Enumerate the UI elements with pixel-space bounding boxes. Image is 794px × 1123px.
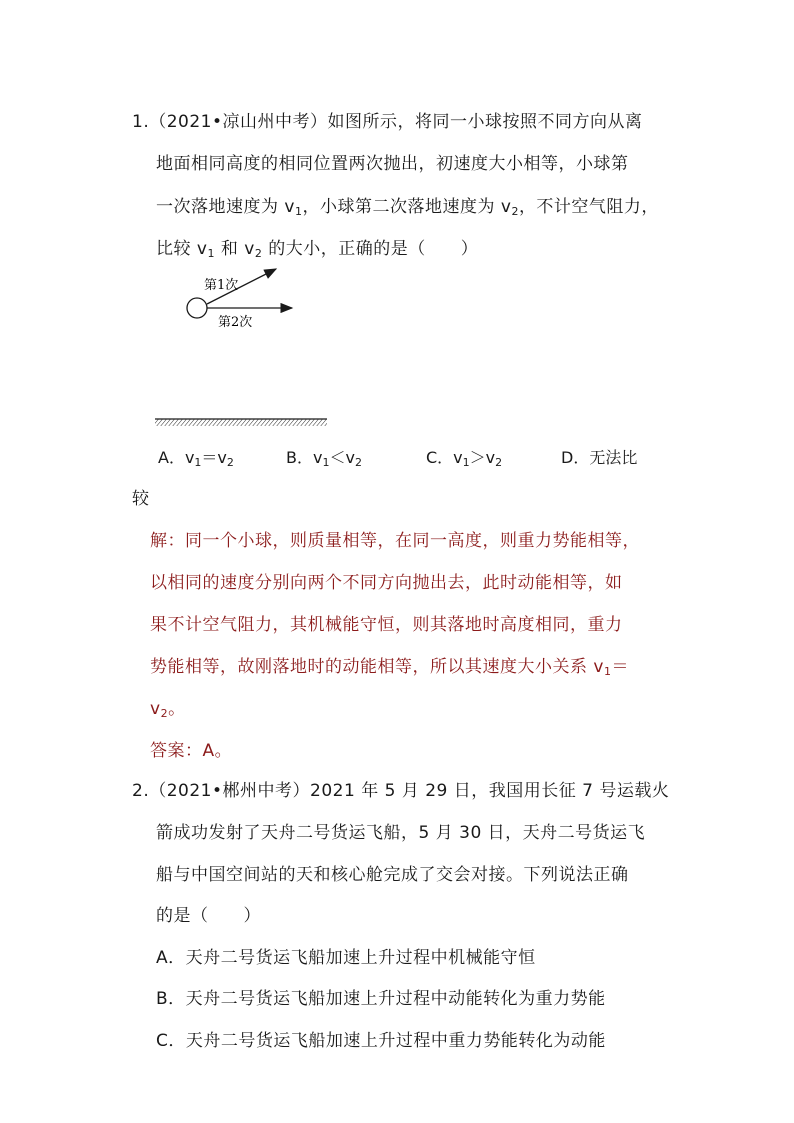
q1-option-a: A．$v_1=v_2$ xyxy=(158,448,234,469)
q1-option-d: D．无法比 xyxy=(561,448,638,467)
q1-line-1 xyxy=(132,110,643,134)
q2-line-2: 箭成功发射了天舟二号货运飞船，5 月 30 日，天舟二号货运飞 xyxy=(156,823,646,843)
q2-number: 2. xyxy=(132,781,150,801)
q2-text: （2021•郴州中考）2021 年 5 月 29 日，我国用长征 7 号运载火 xyxy=(149,781,670,801)
q1-solution-line-1: 解：同一个小球，则质量相等，在同一高度，则重力势能相等， xyxy=(150,531,640,551)
q2-line-4: 的是（ ） xyxy=(156,906,261,926)
q1-option-b: B．$v_1<v_2$ xyxy=(286,448,362,469)
q1-solution-line-2: 以相同的速度分别向两个不同方向抛出去，此时动能相等，如 xyxy=(150,573,623,593)
q1-option-d-wrap: 较 xyxy=(132,489,150,509)
q1-line-4: 比较 $v_1$ 和 $v_2$ 的大小，正确的是（ ） xyxy=(156,239,479,260)
q1-solution-line-3: 果不计空气阻力，其机械能守恒，则其落地时高度相同，重力 xyxy=(150,615,623,635)
q1-answer: 答案：A。 xyxy=(150,741,233,761)
q1-line-3: 一次落地速度为 $v_1$，小球第二次落地速度为 $v_2$，不计空气阻力， xyxy=(156,197,659,218)
q2-option-b: B．天舟二号货运飞船加速上升过程中动能转化为重力势能 xyxy=(156,989,606,1009)
q2-line-3: 船与中国空间站的天和核心舱完成了交会对接。下列说法正确 xyxy=(156,865,629,885)
ball-icon xyxy=(187,298,207,318)
q2-option-a: A．天舟二号货运飞船加速上升过程中机械能守恒 xyxy=(156,948,536,968)
q1-option-c: C．$v_1>v_2$ xyxy=(426,448,503,469)
q1-solution-line-4: 势能相等，故刚落地时的动能相等，所以其速度大小关系 $v_1=$ xyxy=(150,657,629,678)
q1-solution-line-5: $v_2$。 xyxy=(150,699,186,720)
q1-number: 1. xyxy=(132,112,150,132)
label-throw-1: 第1次 xyxy=(204,278,239,293)
label-throw-2: 第2次 xyxy=(218,315,253,330)
throw-diagram xyxy=(150,262,350,437)
q2-option-c: C．天舟二号货运飞船加速上升过程中重力势能转化为动能 xyxy=(156,1031,606,1051)
q1-line-2: 地面相同高度的相同位置两次抛出，初速度大小相等，小球第 xyxy=(156,154,629,174)
ground-hatch xyxy=(155,419,327,426)
q2-line-1 xyxy=(132,779,669,803)
q1-text: （2021•凉山州中考）如图所示，将同一小球按照不同方向从离 xyxy=(149,112,643,132)
